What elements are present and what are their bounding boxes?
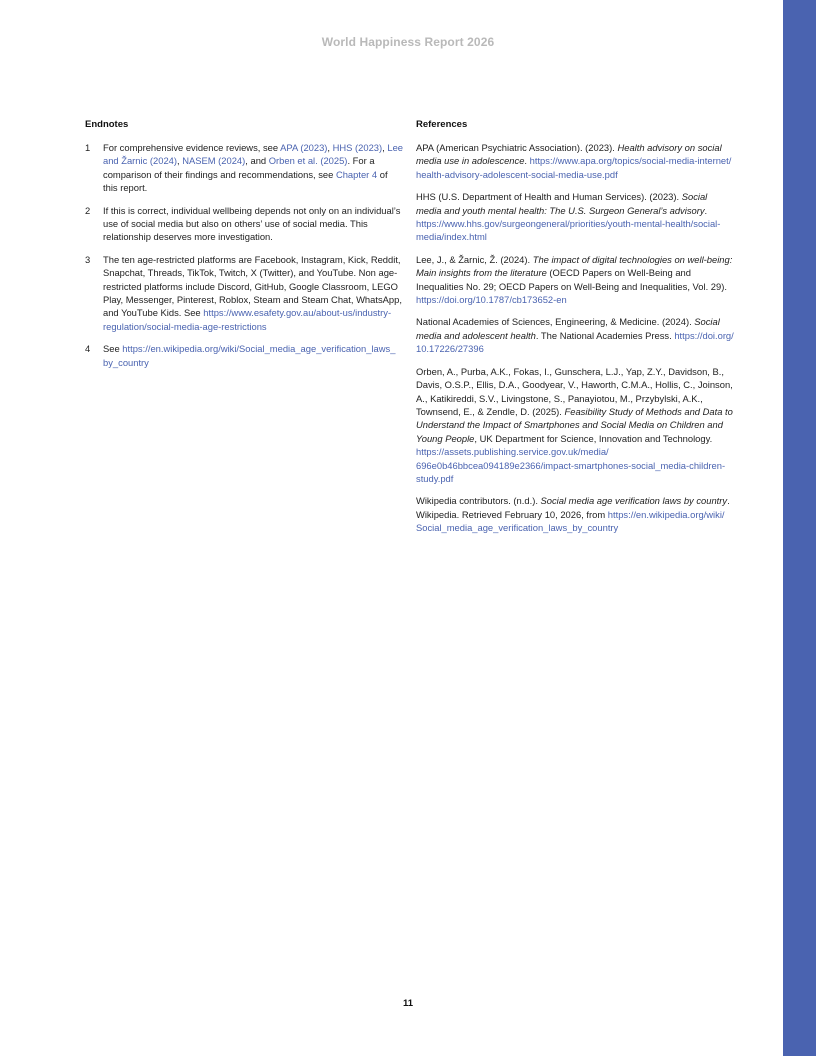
endnote-text: If this is correct, individual wellbeing depends not only on an individual’s use of social media but also on others’ use of social media. This relationship deserves more investigation. [103, 204, 401, 243]
endnote-text [103, 253, 403, 333]
text-run: HHS (U.S. Department of Health and Human Services). (2023). [416, 191, 682, 203]
endnote-number: 2 [85, 204, 91, 216]
link-wikipedia[interactable]: https://en.wikipedia.org/wiki/Social_media_age_verification_laws_by_country [103, 343, 396, 368]
endnote-1 [85, 141, 403, 195]
text-run: APA (American Psychiatric Association). (2023). [416, 142, 618, 153]
references-section [416, 119, 734, 544]
endnotes-section [85, 119, 403, 378]
reference-apa [416, 141, 734, 181]
text-run: . Wikipedia. Retrieved February 10, 2026, from [416, 495, 730, 520]
text-run: The ten age-restricted platforms are Facebook, Instagram, Kick, Reddit, Snapchat, Threads, TikTok, Twitch, X (Twitter), and YouTube. Non age-restricted platforms include Discord, GitHub, Google Classroom, LEGO Play, Messenger, Pinterest, Roblox, Steam and Steam Chat, WhatsApp, and YouTube Kids. See [103, 253, 402, 319]
endnote-number: 3 [85, 253, 91, 265]
text-run: . [524, 155, 530, 167]
running-header: World Happiness Report 2026 [321, 35, 495, 49]
text-run: . The National Academies Press. [535, 329, 675, 341]
text-run: , [382, 142, 388, 153]
reference-link[interactable]: https://doi.org/10.1787/cb173652-en [416, 294, 567, 306]
endnote-number: 4 [85, 343, 91, 355]
text-run: , [177, 155, 183, 167]
reference-title: The impact of digital technologies on well-being: Main insights from the literature [416, 253, 733, 279]
endnote-3 [85, 253, 403, 333]
text-run: (OECD Papers on Well-Being and Inequalities No. 29; OECD Papers on Well-Being and Inequalities, Vol. 29). [416, 267, 727, 292]
reference-link[interactable]: https://doi.org/10.17226/27396 [416, 329, 734, 355]
references-heading: References [416, 119, 468, 130]
reference-link[interactable]: https://en.wikipedia.org/wiki/Social_media_age_verification_laws_by_country [416, 508, 725, 534]
reference-title: Social media and adolescent health [416, 316, 720, 341]
reference-link[interactable]: https://www.hhs.gov/surgeongeneral/priorities/youth-mental-health/social-media/index.html [416, 218, 721, 243]
reference-nasem [416, 315, 734, 355]
text-run: Orben, A., Purba, A.K., Fokas, I., Gunschera, L.J., Yap, Z.Y., Davidson, B., Davis, O.S.P., Ellis, D.A., Goodyear, V., Haworth, C.M.A., Hollis, C., Joinson, A., Katikireddi, S.V., Livingstone, S., Panayiotou, M., Przybylski, A.K., Townsend, E., & Zendle, D. (2025). [416, 365, 733, 417]
endnote-number: 1 [85, 142, 91, 153]
reference-link[interactable]: https://assets.publishing.service.gov.uk/media/696e0b46bbcea094189e2366/impact-smartphones-social_media-children-study.pdf [416, 446, 726, 484]
link-lee-zarnic-2024[interactable]: Lee and Žarnic (2024) [103, 142, 404, 167]
reference-link[interactable]: https://www.apa.org/topics/social-media-internet/health-advisory-adolescent-social-media-use.pdf [416, 155, 732, 180]
reference-title: Social media and youth mental health: The U.S. Surgeon General’s advisory [416, 191, 708, 216]
endnote-2 [85, 204, 403, 244]
page-number: 11 [402, 998, 414, 1009]
text-run: See [103, 343, 123, 355]
text-run: of this report. [103, 168, 388, 194]
reference-title: Social media age verification laws by country [540, 495, 728, 507]
reference-orben [416, 365, 734, 486]
reference-title: Health advisory on social media use in adolescence [416, 142, 722, 167]
reference-hhs [416, 190, 734, 244]
text-run: . For a comparison of their findings and recommendations, see [103, 155, 375, 180]
text-run: , UK Department for Science, Innovation and Technology. [474, 432, 713, 444]
reference-wikipedia [416, 494, 734, 534]
text-run: , [327, 142, 333, 153]
text-run: National Academies of Sciences, Engineering, & Medicine. (2024). [416, 316, 695, 328]
text-run: Lee, J., & Žarnic, Ž. (2024). [416, 253, 533, 265]
text-run: Wikipedia contributors. (n.d.). [416, 495, 541, 507]
link-chapter-4[interactable]: Chapter 4 [335, 168, 378, 180]
link-apa-2023[interactable]: APA (2023) [280, 142, 328, 153]
side-accent-bar [783, 0, 816, 1056]
text-run: For comprehensive evidence reviews, see [103, 142, 281, 153]
link-orben-2025[interactable]: Orben et al. (2025) [268, 155, 348, 167]
link-hhs-2023[interactable]: HHS (2023) [332, 142, 383, 153]
reference-lee [416, 253, 734, 307]
reference-title: Feasibility Study of Methods and Data to Understand the Impact of Smartphones and Social Media on Children and Young People [416, 405, 733, 444]
endnote-4 [85, 342, 403, 369]
text-run: , and [245, 155, 269, 167]
text-run: . [704, 204, 708, 216]
endnote-text [103, 141, 403, 195]
link-nasem-2024[interactable]: NASEM (2024) [182, 155, 246, 167]
endnotes-heading: Endnotes [85, 119, 129, 130]
endnote-text [103, 342, 403, 369]
link-esafety[interactable]: https://www.esafety.gov.au/about-us/industry-regulation/social-media-age-restrictions [103, 307, 392, 332]
